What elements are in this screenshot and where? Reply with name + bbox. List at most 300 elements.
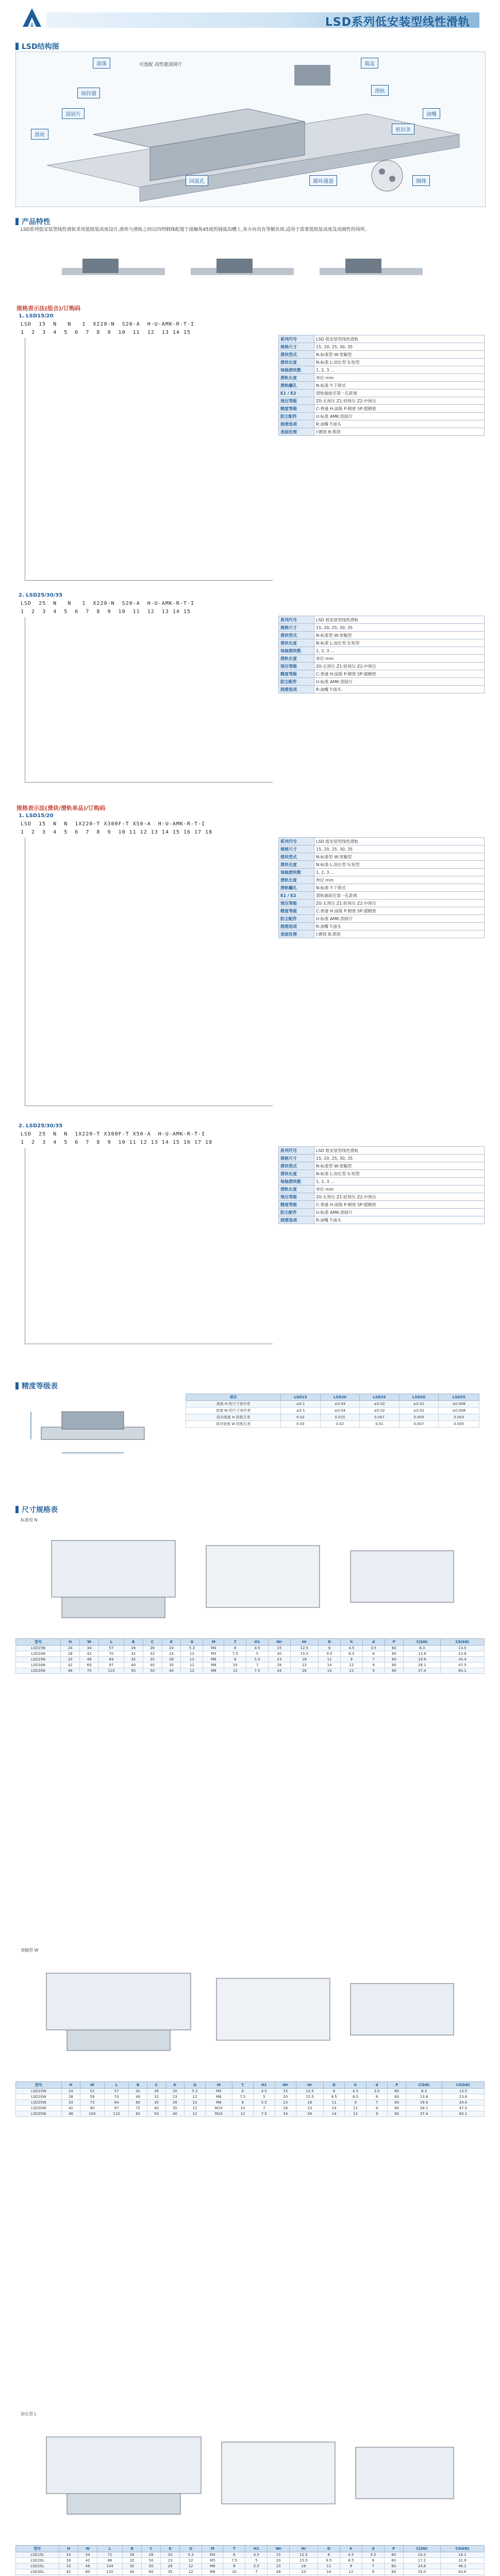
- table-cell: 12: [181, 1651, 203, 1657]
- table-cell: 84: [99, 1657, 124, 1663]
- table-cell: ±0.1: [281, 1408, 321, 1414]
- table-cell: 60: [385, 1651, 404, 1657]
- table-cell: 20: [161, 2552, 180, 2558]
- table-cell: 60.1: [441, 1668, 485, 1674]
- table-cell: 26: [123, 2552, 142, 2558]
- table-cell: 0.007: [399, 1421, 439, 1428]
- table-cell: 70: [99, 1651, 124, 1657]
- table-cell: 60: [80, 1663, 99, 1668]
- column-header: H1: [245, 2546, 268, 2552]
- table-cell: 9: [362, 1663, 385, 1668]
- column-header: H: [61, 1639, 80, 1646]
- table-cell: 17.2: [403, 2558, 440, 2564]
- dim3-drawing: [31, 2421, 474, 2535]
- table-cell: 14: [319, 1668, 341, 1674]
- table-cell: LSD25L: [16, 2564, 59, 2569]
- table-cell: 60: [384, 2552, 403, 2558]
- table-cell: 60: [388, 2100, 406, 2106]
- table-cell: 32: [124, 1651, 143, 1657]
- table-cell: LSD30N: [16, 1663, 61, 1668]
- column-header: T: [232, 2082, 254, 2089]
- table-cell: 3.5: [362, 2552, 384, 2558]
- table-cell: 47.5: [442, 2106, 484, 2111]
- column-header: W: [78, 2546, 97, 2552]
- table-cell: 28: [268, 1663, 290, 1668]
- column-header: C0(kN): [440, 2546, 484, 2552]
- table-cell: 10: [232, 2106, 254, 2111]
- column-header: T: [224, 1639, 246, 1646]
- table-cell: 9: [366, 2106, 388, 2111]
- table-cell: 33: [61, 1657, 80, 1663]
- table-header-row: [16, 2082, 485, 2089]
- table-cell: 23: [290, 1663, 319, 1668]
- table-cell: 5.5: [245, 2564, 268, 2569]
- table-cell: 13.8: [406, 2094, 442, 2100]
- column-header: G: [181, 1639, 203, 1646]
- column-header: M: [206, 2082, 232, 2089]
- label-recirc-path: 循环通道: [309, 175, 337, 186]
- table-cell: 31.9: [440, 2558, 484, 2564]
- table-cell: 0.005: [439, 1421, 479, 1428]
- table-cell: 23: [290, 2569, 318, 2575]
- table-cell: 50: [142, 2558, 161, 2564]
- table-cell: 4.5: [254, 2089, 275, 2094]
- table-cell: M6: [206, 2094, 232, 2100]
- table-cell: 12: [340, 2569, 362, 2575]
- table-cell: 9.5: [318, 2558, 340, 2564]
- table-cell: 10: [223, 2569, 245, 2575]
- column-header: T: [223, 2546, 245, 2552]
- table-cell: 90: [80, 2106, 104, 2111]
- table-cell: 6: [323, 2089, 345, 2094]
- table-cell: LSD20W: [16, 2094, 62, 2100]
- table-cell: M6: [202, 2564, 223, 2569]
- table-cell: ±0.01: [399, 1401, 439, 1408]
- table-cell: 12: [180, 2558, 202, 2564]
- table-cell: LSD20L: [16, 2558, 59, 2564]
- table-cell: 20: [268, 1651, 290, 1657]
- table-header-row: [186, 1394, 479, 1401]
- table-cell: 24: [59, 2552, 78, 2558]
- table-cell: 42: [78, 2558, 97, 2564]
- table-cell: 0.005: [399, 1414, 439, 1421]
- table-cell: 14: [323, 2106, 345, 2111]
- table-row: [16, 2089, 485, 2094]
- table-cell: 35: [161, 2569, 180, 2575]
- column-header: H: [61, 2082, 80, 2089]
- column-header: LSD20: [320, 1394, 360, 1401]
- table-cell: M8: [202, 2569, 223, 2575]
- section-structure-title: LSD结构图: [15, 41, 59, 52]
- table-cell: 8.3: [404, 1646, 441, 1651]
- table-cell: 20: [268, 2558, 290, 2564]
- table-cell: 6: [362, 2558, 384, 2564]
- table-cell: 28: [161, 2564, 180, 2569]
- table-cell: 23.8: [442, 2094, 484, 2100]
- code2-string: LSD 25 N N 1 X220-N S20-A H-U-AMK-R-T-I: [21, 601, 194, 606]
- table-cell: 3.5: [366, 2089, 388, 2094]
- table-cell: 5: [245, 2558, 268, 2564]
- table-cell: 57: [99, 1646, 124, 1651]
- table-row: [16, 2552, 485, 2558]
- code2-spec-table: 系列代号 LSD 低安装型线性滑轨 规格尺寸 15, 20, 25, 30, 35 滑块型式 N:标准型 W:宽幅型 滑块长度 N:标准 L:加长型 S:短型 每轴滑块数 1, 2, 3 ... 滑轨长度 单位 mm 预压等级 Z0:无预压 Z1:轻预压 Z2:中预压 精度等级 C:普通 H:高级 P:精密 SP:超精密 防尘配件 U:标准 AMK:刮屑片 润滑选项 R:油嘴 T:接头: [278, 616, 485, 693]
- table-cell: 60: [388, 2089, 406, 2094]
- table-cell: 12: [180, 2569, 202, 2575]
- table-cell: 12: [232, 2111, 254, 2117]
- column-header: Wr: [275, 2082, 296, 2089]
- table-cell: 12: [184, 2106, 206, 2111]
- table-cell: 73: [80, 2100, 104, 2106]
- column-header: D: [318, 2546, 340, 2552]
- dim1-table: [15, 1638, 485, 1674]
- label-ball: 滚珠: [93, 58, 110, 69]
- table-cell: 42: [80, 1651, 99, 1657]
- table-row: [186, 1408, 479, 1414]
- table-cell: 37.4: [406, 2111, 442, 2117]
- table-cell: 7.5: [254, 2111, 275, 2117]
- table-cell: 49: [129, 2094, 147, 2100]
- table-cell: 0.03: [281, 1421, 321, 1428]
- table-cell: ±0.02: [360, 1408, 399, 1414]
- code4-leader-lines: [25, 1148, 273, 1344]
- table-cell: 28: [61, 2094, 80, 2100]
- table-cell: 70: [80, 1668, 99, 1674]
- table-cell: 70: [104, 2094, 128, 2100]
- table-cell: M8: [203, 1663, 224, 1668]
- table-row: [16, 2569, 485, 2575]
- table-cell: 9.5: [319, 1651, 341, 1657]
- table-cell: 60: [142, 2569, 161, 2575]
- table-cell: 6: [232, 2089, 254, 2094]
- table-cell: 48: [61, 2111, 80, 2117]
- table-cell: 40: [124, 1663, 143, 1668]
- table-cell: 12.5: [290, 2552, 318, 2558]
- column-header: C(kN): [404, 1639, 441, 1646]
- table-row: [16, 2106, 485, 2111]
- table-cell: 28: [59, 2558, 78, 2564]
- product-photos: [62, 247, 433, 294]
- table-cell: 60: [384, 2564, 403, 2569]
- table-cell: M8: [203, 1668, 224, 1674]
- table-cell: 26: [143, 1646, 162, 1651]
- table-cell: 24.8: [403, 2564, 440, 2569]
- table-cell: 33: [59, 2564, 78, 2569]
- column-header: Wr: [268, 1639, 290, 1646]
- table-cell: 24: [61, 2089, 80, 2094]
- table-cell: 35.0: [403, 2569, 440, 2575]
- table-cell: 97: [99, 1663, 124, 1668]
- table-cell: 26: [124, 1646, 143, 1651]
- table-cell: 12: [180, 2564, 202, 2569]
- code1-digits: 1 2 3 4 5 6 7 8 9 10 11 12 13 14 15: [21, 330, 191, 335]
- column-header: d: [362, 1639, 385, 1646]
- column-header: 型号: [16, 2082, 62, 2089]
- dim2-drawing: [31, 1958, 474, 2071]
- table-cell: 4.5: [345, 2089, 366, 2094]
- code2-title: 2. LSD25/30/35: [19, 592, 63, 598]
- precision-diagram: [21, 1396, 175, 1473]
- table-cell: 8.5: [340, 2558, 362, 2564]
- table-cell: LSD15W: [16, 2089, 62, 2094]
- table-cell: 72: [129, 2106, 147, 2111]
- table-cell: 41: [129, 2089, 147, 2094]
- table-cell: 0.015: [320, 1414, 360, 1421]
- table-cell: 8.3: [406, 2089, 442, 2094]
- page-title: LSD系列低安装型线性滑轨: [325, 16, 470, 29]
- column-header: L: [97, 2546, 123, 2552]
- table-cell: 110: [104, 2111, 128, 2117]
- table-cell: 成对高度 H 的相互差: [186, 1414, 281, 1421]
- table-cell: 12: [184, 2094, 206, 2100]
- table-cell: 20: [165, 2089, 184, 2094]
- code2-digits: 1 2 3 4 5 6 7 8 9 10 11 12 13 14 15: [21, 609, 191, 615]
- table-cell: 10.2: [403, 2552, 440, 2558]
- table-cell: 6: [318, 2552, 340, 2558]
- table-cell: 6: [362, 1651, 385, 1657]
- code3-digits: 1 2 3 4 5 6 7 8 9 10 11 12 13 14 15 16 17 18: [21, 829, 213, 835]
- table-cell: 72: [97, 2552, 123, 2558]
- table-cell: 100: [80, 2111, 104, 2117]
- code3-spec-table: 系列代号 LSD 低安装型线性滑轨 规格尺寸 15, 20, 25, 30, 35 滑块型式 N:标准型 W:宽幅型 滑块长度 N:标准 L:加长型 S:短型 每轴滑块数 1, 2, 3 ... 滑轨长度 单位 mm 滑轨螺孔 N:标准 T:下锁式 E1 / E2 滑轨端面至第一孔距离 预压等级 Z0:无预压 Z1:轻预压 Z2:中预压 精度等级 C:普通 H:高级 P:精密 SP:超精密 防尘配件 U:标准 AMK:刮屑片 润滑选项 R:油嘴 T:接头 表面处理 I:镀铬 B:黑铬: [278, 837, 485, 938]
- table-cell: 32: [123, 2558, 142, 2564]
- column-header: L: [99, 1639, 124, 1646]
- table-cell: ±0.008: [439, 1408, 479, 1414]
- column-header: C(kN): [406, 2082, 442, 2089]
- table-row: [16, 1668, 485, 1674]
- column-header: Hr: [296, 2082, 323, 2089]
- table-cell: 80: [388, 2106, 406, 2111]
- table-row: [16, 1663, 485, 1668]
- column-header: LSD30: [399, 1394, 439, 1401]
- table-cell: 5: [254, 2094, 275, 2100]
- code3-string: LSD 15 N N 1X220-T X300F-T X50-A H-U-AMK-R-T-I: [21, 821, 206, 827]
- table-cell: 7: [362, 1657, 385, 1663]
- table-row: [16, 2558, 485, 2564]
- table-cell: 12: [181, 1663, 203, 1668]
- table-cell: M5: [206, 2089, 232, 2094]
- table-cell: LSD35W: [16, 2111, 62, 2117]
- table-cell: 成对宽度 W 的相互差: [186, 1421, 281, 1428]
- table-row: [186, 1401, 479, 1408]
- table-cell: 46.1: [440, 2564, 484, 2569]
- column-header: h: [340, 2546, 362, 2552]
- label-scraper: 刮屑片: [62, 108, 85, 119]
- section-dimension-title: 尺寸规格表: [15, 1504, 58, 1515]
- code4-digits: 1 2 3 4 5 6 7 8 9 10 11 12 13 14 15 16 17 18: [21, 1140, 213, 1145]
- label-seal: 密封条: [392, 124, 414, 134]
- column-header: K: [161, 2546, 180, 2552]
- table-cell: 10: [224, 1663, 246, 1668]
- code3-leader-lines: [25, 838, 273, 1106]
- table-cell: 34.4: [441, 1657, 485, 1663]
- table-cell: 15.5: [290, 2558, 318, 2564]
- table-cell: 80: [385, 1663, 404, 1668]
- table-cell: 28.1: [404, 1663, 441, 1668]
- label-rail: 滑轨: [371, 85, 389, 96]
- column-header: C: [142, 2546, 161, 2552]
- table-cell: 60: [129, 2100, 147, 2106]
- code4-title: 2. LSD25/30/35: [19, 1123, 63, 1129]
- table-cell: 23: [162, 1651, 181, 1657]
- table-cell: 80: [385, 1668, 404, 1674]
- table-cell: 23: [296, 2106, 323, 2111]
- table-cell: M10: [206, 2106, 232, 2111]
- table-cell: 12.5: [290, 1646, 319, 1651]
- table-row: [16, 2100, 485, 2106]
- table-cell: 7.5: [232, 2094, 254, 2100]
- column-header: C: [147, 2082, 166, 2089]
- table-cell: 11: [323, 2100, 345, 2106]
- table-cell: 34: [268, 1668, 290, 1674]
- table-cell: 6: [366, 2094, 388, 2100]
- table-cell: LSD25W: [16, 2100, 62, 2106]
- table-cell: 7.5: [246, 1668, 269, 1674]
- table-cell: 15: [268, 1646, 290, 1651]
- table-cell: M5: [202, 2558, 223, 2564]
- table-cell: 34: [275, 2111, 296, 2117]
- table-cell: 6: [223, 2552, 245, 2558]
- table-row: [16, 1657, 485, 1663]
- column-header: P: [385, 1639, 404, 1646]
- table-cell: ±0.01: [399, 1408, 439, 1414]
- table-cell: 32: [143, 1651, 162, 1657]
- table-cell: 33: [61, 2100, 80, 2106]
- table-cell: 50: [142, 2564, 161, 2569]
- column-header: M: [203, 1639, 224, 1646]
- table-cell: 6: [224, 1646, 246, 1651]
- table-cell: 28.1: [406, 2106, 442, 2111]
- dim3-type-label: 加长型 L: [21, 2412, 37, 2416]
- table-cell: 60.1: [442, 2111, 484, 2117]
- table-cell: ±0.1: [281, 1401, 321, 1408]
- table-cell: 23: [165, 2094, 184, 2100]
- column-header: W: [80, 2082, 104, 2089]
- section-precision-title: 精度等级表: [15, 1381, 58, 1391]
- column-header: LSD15: [281, 1394, 321, 1401]
- column-header: W: [80, 1639, 99, 1646]
- table-cell: 48: [80, 1657, 99, 1663]
- table-cell: 52: [80, 2089, 104, 2094]
- table-cell: 4.5: [340, 2552, 362, 2558]
- table-cell: 60: [384, 2558, 403, 2564]
- column-header: B: [129, 2082, 147, 2089]
- table-cell: 35: [123, 2564, 142, 2569]
- table-header-row: [16, 2546, 485, 2552]
- column-header: 型号: [16, 1639, 61, 1646]
- column-header: K: [162, 1639, 181, 1646]
- table-cell: 7.5: [223, 2558, 245, 2564]
- table-cell: 9: [362, 2569, 384, 2575]
- table-cell: 84: [104, 2100, 128, 2106]
- table-cell: LSD15L: [16, 2552, 59, 2558]
- label-block: 滑块: [31, 129, 48, 140]
- table-cell: 12: [181, 1657, 203, 1663]
- table-cell: 28: [165, 2100, 184, 2106]
- table-cell: 12: [340, 1663, 362, 1668]
- table-cell: 3.5: [362, 1646, 385, 1651]
- column-header: P: [388, 2082, 406, 2089]
- table-cell: ±0.04: [320, 1401, 360, 1408]
- precision-table: [186, 1394, 479, 1428]
- brand-logo-icon: [21, 6, 43, 29]
- table-cell: 7: [362, 2564, 384, 2569]
- code4-string: LSD 25 N N 1X220-T X300F-T X50-A H-U-AMK-R-T-I: [21, 1131, 206, 1137]
- table-cell: LSD30L: [16, 2569, 59, 2575]
- table-cell: 18: [290, 2564, 318, 2569]
- table-row: [186, 1421, 479, 1428]
- table-cell: M10: [206, 2111, 232, 2117]
- table-cell: 59: [80, 2094, 104, 2100]
- table-cell: ±0.04: [320, 1408, 360, 1414]
- column-header: L: [104, 2082, 128, 2089]
- dim2-table: [15, 2081, 485, 2117]
- table-cell: 28: [162, 1657, 181, 1663]
- column-header: C(kN): [403, 2546, 440, 2552]
- dim1-type-label: 标准型 N: [21, 1518, 38, 1522]
- table-cell: 50: [143, 1668, 162, 1674]
- label-steel-ball: 钢珠: [412, 175, 430, 186]
- table-cell: 0.003: [439, 1414, 479, 1421]
- table-cell: 20: [162, 1646, 181, 1651]
- section-non-interchange-title: 规格表示法(组合)/订购码: [16, 305, 81, 312]
- table-cell: 35: [165, 2106, 184, 2111]
- table-cell: 23: [275, 2100, 296, 2106]
- table-cell: 34.4: [442, 2100, 484, 2106]
- table-cell: LSD30W: [16, 2106, 62, 2111]
- column-header: K: [165, 2082, 184, 2089]
- table-cell: 28: [268, 2569, 290, 2575]
- table-cell: 60: [78, 2569, 97, 2575]
- column-header: Wr: [268, 2546, 290, 2552]
- column-header: C0(kN): [441, 1639, 485, 1646]
- table-cell: 60: [388, 2094, 406, 2100]
- table-cell: 9: [366, 2111, 388, 2117]
- table-row: [16, 2094, 485, 2100]
- table-cell: 8.5: [345, 2094, 366, 2100]
- table-cell: 5: [246, 1651, 269, 1657]
- table-cell: LSD25N: [16, 1657, 61, 1663]
- table-cell: 11: [319, 1657, 341, 1663]
- table-cell: 8: [232, 2100, 254, 2106]
- table-cell: 12: [340, 1668, 362, 1674]
- table-cell: 20: [275, 2094, 296, 2100]
- table-cell: 5.5: [254, 2100, 275, 2106]
- table-cell: 宽度 W 的尺寸容许差: [186, 1408, 281, 1414]
- table-cell: 7: [366, 2100, 388, 2106]
- table-cell: 5.5: [246, 1657, 269, 1663]
- table-cell: 37.4: [404, 1668, 441, 1674]
- code1-leader-lines: [25, 338, 273, 581]
- table-cell: 0.02: [281, 1414, 321, 1421]
- table-cell: 4.5: [340, 1646, 362, 1651]
- table-cell: 42: [61, 2106, 80, 2111]
- table-cell: LSD35N: [16, 1668, 61, 1674]
- table-cell: 35: [162, 1663, 181, 1668]
- table-cell: 82: [129, 2111, 147, 2117]
- table-cell: 5.3: [181, 1646, 203, 1651]
- table-cell: 9.5: [323, 2094, 345, 2100]
- table-cell: 60: [385, 1646, 404, 1651]
- table-cell: 35: [147, 2100, 166, 2106]
- table-cell: ±0.02: [360, 1401, 399, 1408]
- table-cell: 12: [181, 1668, 203, 1674]
- table-cell: 0.007: [360, 1414, 399, 1421]
- table-cell: 35: [124, 1657, 143, 1663]
- table-cell: 23.8: [441, 1651, 485, 1657]
- table-cell: 48: [78, 2564, 97, 2569]
- column-header: 型号: [16, 2546, 59, 2552]
- column-header: H1: [246, 1639, 269, 1646]
